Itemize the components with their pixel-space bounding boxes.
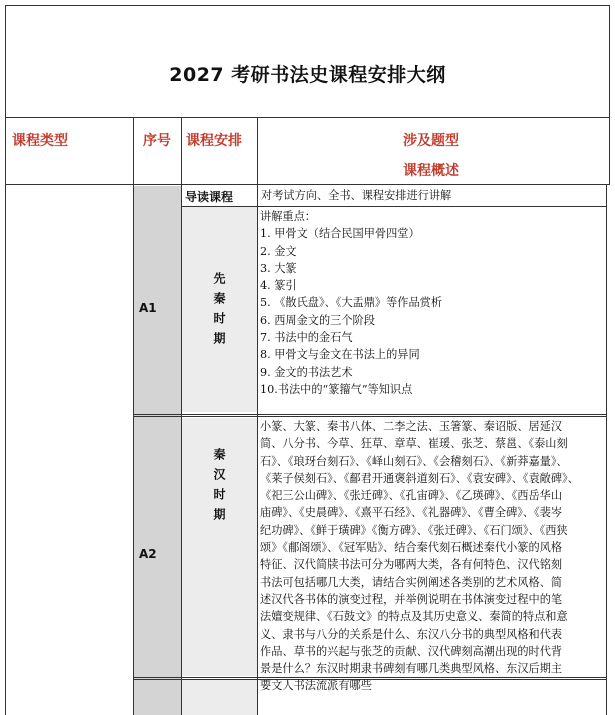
stage-cell-next bbox=[182, 680, 257, 715]
list-item: 3. 大篆 bbox=[260, 261, 297, 275]
text-line: 《祀三公山碑》、《张迁碑》、《孔宙碑》、《乙瑛碑》、《西岳华山 bbox=[260, 489, 563, 503]
text-line: 《莱子侯刻石》、《鄐君开通褒斜道刻石》、《袁安碑》、《袁敞碑》、 bbox=[260, 471, 579, 485]
seq-column bbox=[134, 186, 181, 715]
text-line: 简、八分书、今草、狂草、章草、崔瑗、张芝、蔡邕、《泰山刻 bbox=[260, 437, 568, 451]
a1-heading: 讲解重点： bbox=[260, 210, 316, 223]
a1-content bbox=[260, 208, 605, 398]
list-item: 4. 篆引 bbox=[260, 279, 297, 293]
grid-line bbox=[257, 185, 258, 715]
grid-line bbox=[134, 416, 607, 417]
list-item: 1. 甲骨文（结合民国甲骨四堂） bbox=[260, 227, 420, 241]
text-line: 述汉代各书体的演变过程，并举例说明在书体演变过程中的笔 bbox=[260, 592, 563, 606]
text-line: 书法可包括哪几大类，请结合实例阐述各类别的艺术风格、简 bbox=[260, 575, 563, 589]
intro-text: 对考试方向、全书、课程安排进行讲解 bbox=[261, 189, 452, 202]
header-overview: 课程概述 bbox=[403, 163, 459, 179]
list-item: 9. 金文的书法艺术 bbox=[260, 365, 353, 379]
header-cell-seq bbox=[134, 118, 182, 186]
page-title: 2027 考研书法史课程安排大纲 bbox=[169, 64, 446, 86]
stage-a1: 先秦时期 bbox=[212, 272, 226, 352]
text-line: 法嬗变规律、《石鼓文》的特点及其历史意义、秦简的特点和意 bbox=[260, 610, 568, 624]
text-line: 纪功碑》、《鲜于璜碑》《衡方碑》、《张迁碑》、《石门颂》、《西狭 bbox=[260, 523, 568, 537]
grid-line bbox=[134, 414, 607, 415]
text-line: 颂》《郙阁颂》、《冠军贴》、结合秦代刻石概述秦代小篆的风格 bbox=[260, 541, 563, 555]
header-cell-course-type bbox=[6, 118, 134, 186]
header-question-types: 涉及题型 bbox=[403, 133, 459, 149]
list-item: 8. 甲骨文与金文在书法上的异同 bbox=[260, 348, 420, 362]
seq-a2: A2 bbox=[139, 547, 157, 561]
list-item: 10.书法中的“篆籀气”等知识点 bbox=[260, 382, 413, 396]
intro-label: 导读课程 bbox=[185, 190, 234, 204]
stage-a2: 秦汉时期 bbox=[212, 448, 226, 528]
header-seq: 序号 bbox=[143, 133, 171, 149]
text-line: 景是什么？东汉时期隶书碑刻有哪几类典型风格、东汉后期主 bbox=[260, 662, 563, 676]
text-line: 作品、草书的兴起与张芝的贡献、汉代碑刻高潮出现的时代背 bbox=[260, 644, 563, 658]
grid-line bbox=[181, 206, 607, 207]
text-line: 石》、《琅玡台刻石》、《峄山刻石》、《会稽刻石》、《新莽嘉量》、 bbox=[260, 454, 568, 468]
text-line: 要文人书法流派有哪些 bbox=[260, 679, 372, 693]
table-header bbox=[5, 117, 610, 185]
list-item: 7. 书法中的金石气 bbox=[260, 331, 353, 345]
seq-a1: A1 bbox=[139, 301, 157, 315]
grid-line bbox=[606, 185, 607, 715]
header-cell-content bbox=[258, 118, 607, 186]
text-line: 特征、汉代简牍书法可分为哪两大类，各有何特色、汉代铭刻 bbox=[260, 558, 563, 572]
text-line: 义、隶书与八分的关系是什么、东汉八分书的典型风格和代表 bbox=[260, 627, 563, 641]
header-course-type: 课程类型 bbox=[12, 133, 68, 149]
text-line: 小篆、大篆、秦书八体、二李之法、玉箸篆、秦诏版、居延汉 bbox=[260, 420, 563, 433]
grid-line bbox=[5, 185, 6, 715]
list-item: 5. 《散氏盘》、《大盂鼎》等作品赏析 bbox=[260, 296, 443, 310]
header-arrangement: 课程安排 bbox=[186, 133, 242, 149]
text-line: 庙碑》、《史晨碑》、《熹平石经》、《礼器碑》、《曹全碑》、《裴岑 bbox=[260, 506, 563, 520]
list-item: 2. 金文 bbox=[260, 244, 297, 258]
header-cell-arrangement bbox=[182, 118, 258, 186]
a2-content bbox=[260, 418, 606, 695]
list-item: 6. 西周金文的三个阶段 bbox=[260, 313, 375, 327]
